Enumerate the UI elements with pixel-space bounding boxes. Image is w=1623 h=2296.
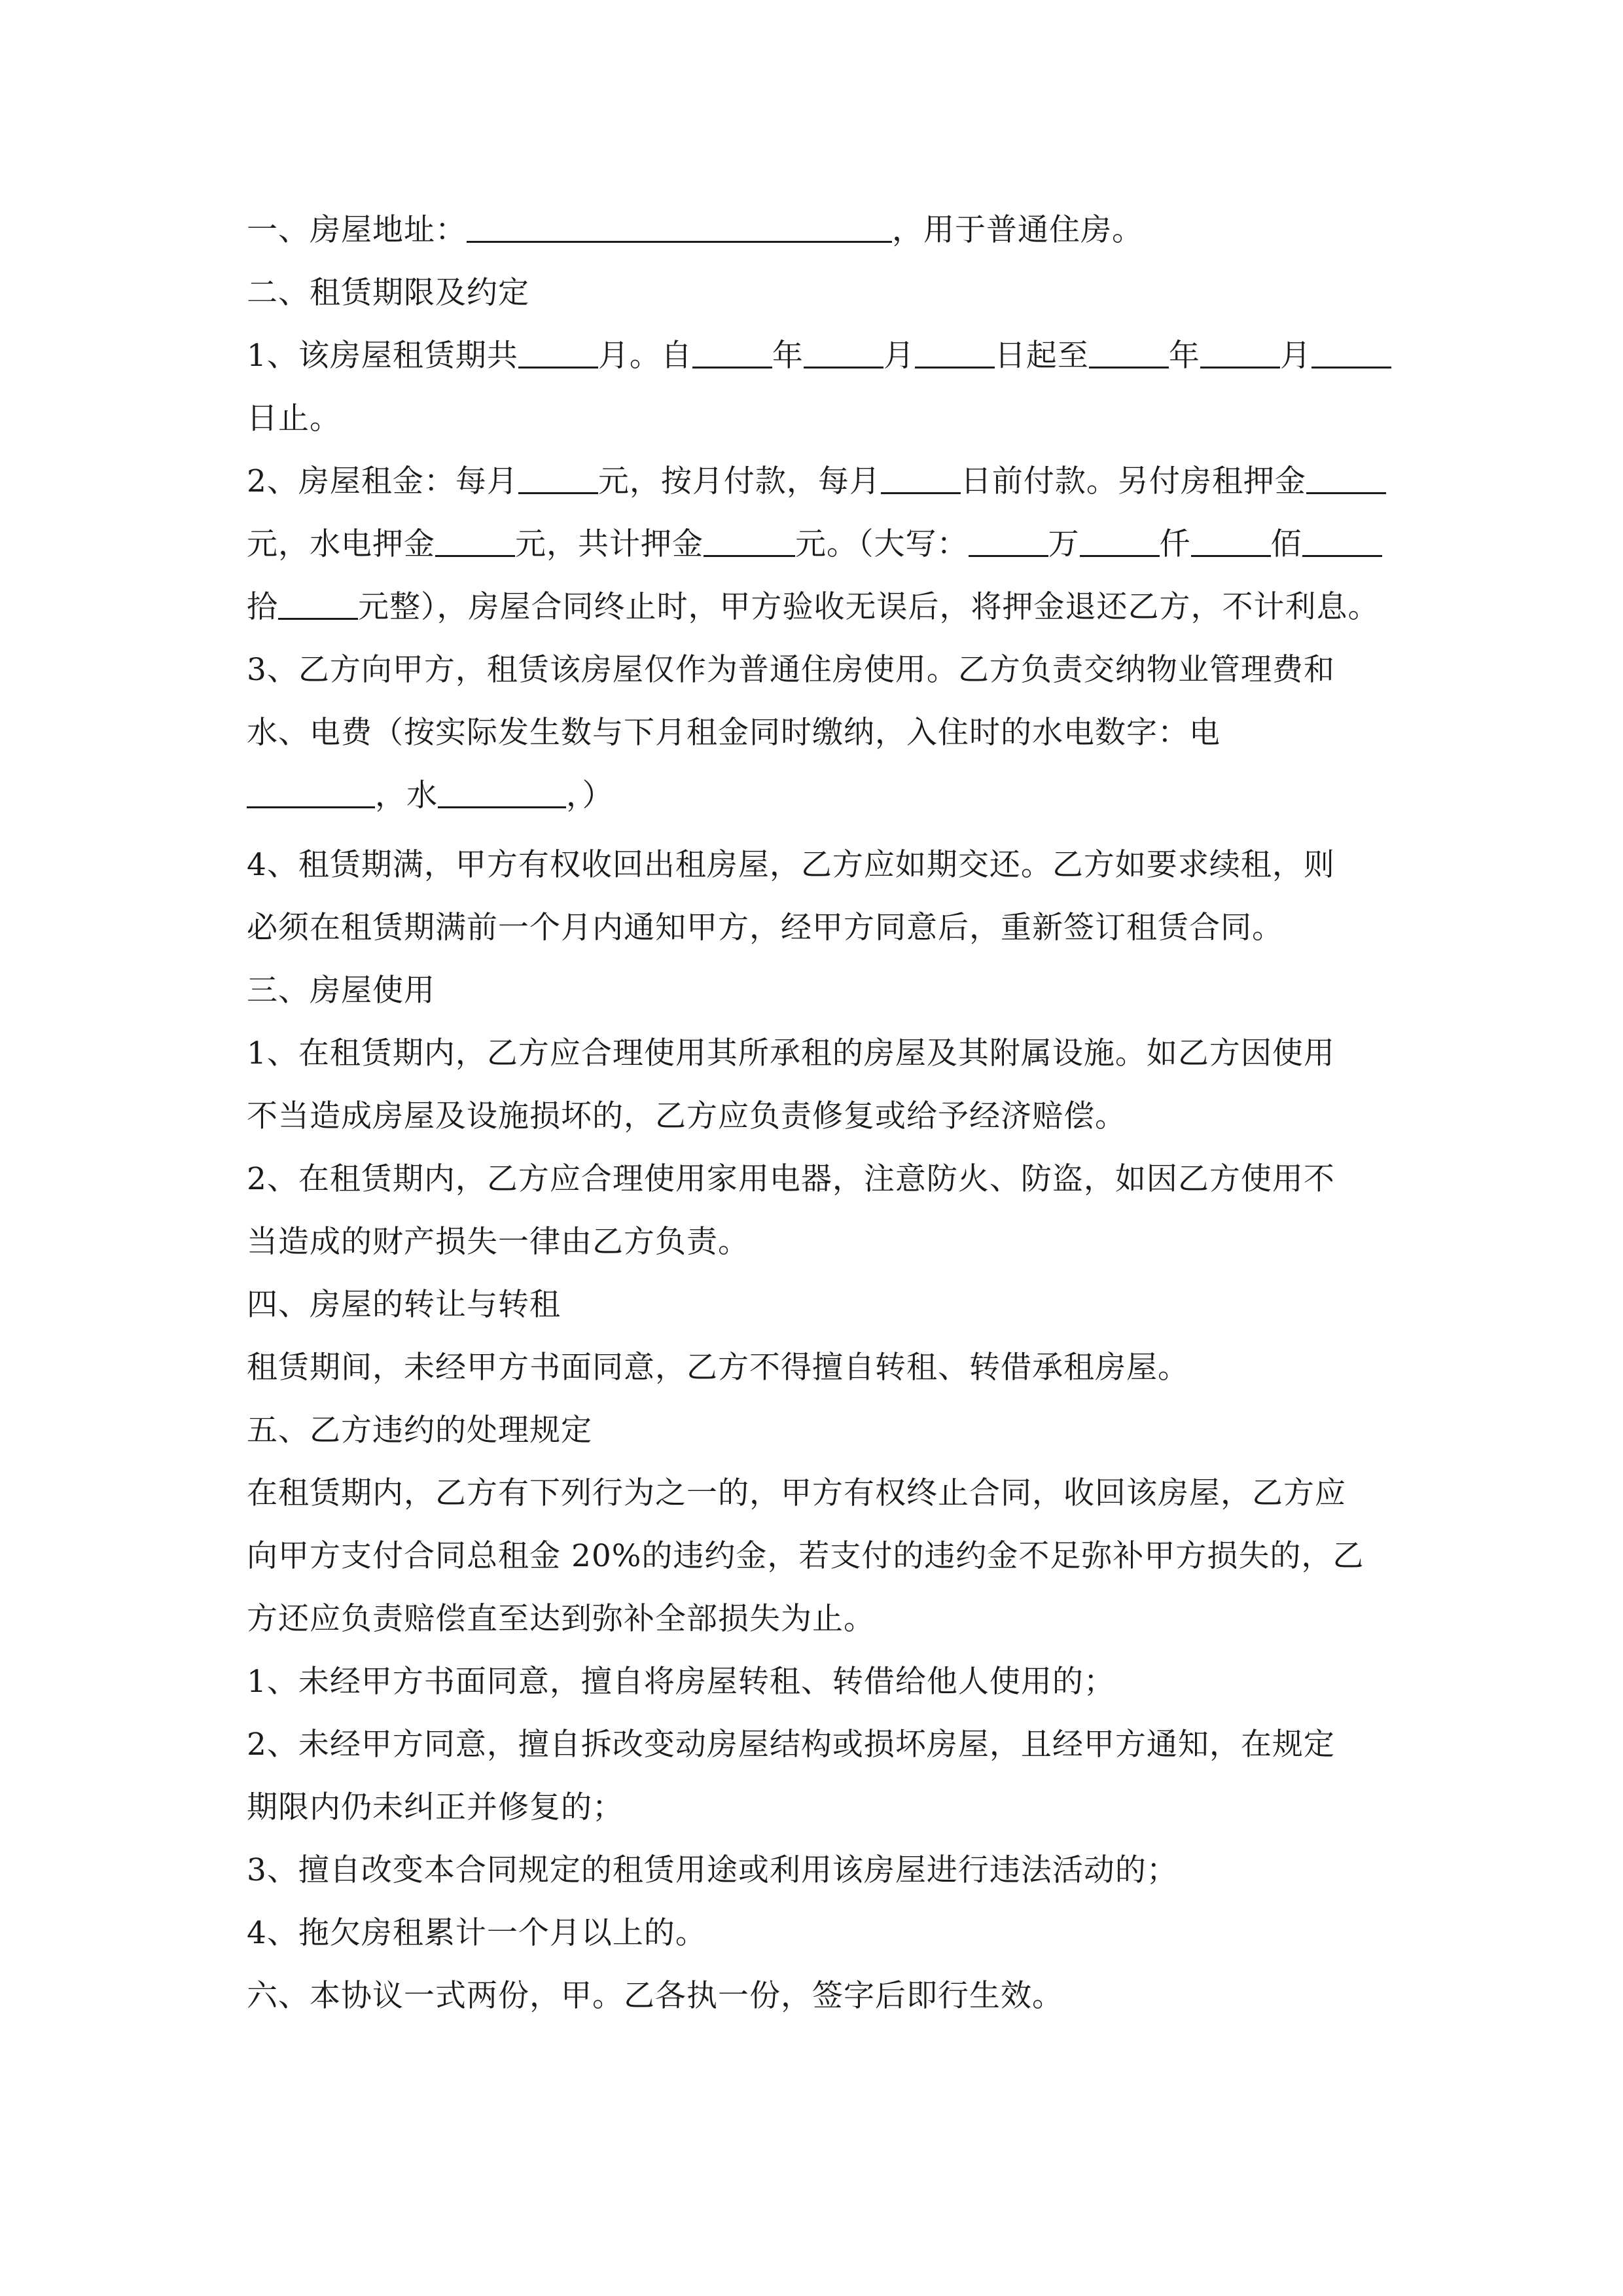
clause-4-line-2: 必须在租赁期满前一个月内通知甲方，经甲方同意后，重新签订租赁合同。 [247,910,1283,946]
section-heading-2: 二、租赁期限及约定 [247,275,529,311]
clause-3-line-2: 水、电费（按实际发生数与下月租金同时缴纳，入住时的水电数字：电 [247,715,1221,751]
monthly-rent-blank[interactable] [518,463,598,494]
breach-item-1: 1、未经甲方书面同意，擅自将房屋转租、转借给他人使用的； [247,1664,1115,1700]
clause-lease-term-end: 日止。 [247,401,341,437]
clause-4-line-1: 4、租赁期满，甲方有权收回出租房屋，乙方应如期交还。乙方如要求续租，则 [247,847,1335,883]
use-clause-2-line-2: 当造成的财产损失一律由乙方负责。 [247,1224,749,1260]
wan-blank[interactable] [969,526,1048,557]
section-heading-6: 六、本协议一式两份，甲。乙各执一份，签字后即行生效。 [247,1978,1063,2014]
breach-intro-line-1: 在租赁期内，乙方有下列行为之一的，甲方有权终止合同，收回该房屋，乙方应 [247,1475,1346,1511]
breach-intro-line-3: 方还应负责赔偿直至达到弥补全部损失为止。 [247,1601,875,1637]
breach-item-4: 4、拖欠房租累计一个月以上的。 [247,1915,707,1951]
sublet-clause: 租赁期间，未经甲方书面同意，乙方不得擅自转租、转借承租房屋。 [247,1350,1189,1386]
end-year-blank[interactable] [1089,338,1169,368]
section-heading-3: 三、房屋使用 [247,973,435,1009]
clause-lease-term: 1、该房屋租赁期共 月。自 年 月 日起至 年 月 [247,336,1376,376]
start-month-blank[interactable] [804,338,883,368]
start-year-blank[interactable] [692,338,772,368]
clause-rent: 2、房屋租金：每月 元，按月付款，每月 日前付款。另付房租押金 [247,462,1376,501]
end-month-blank[interactable] [1200,338,1280,368]
utility-deposit-blank[interactable] [435,526,515,557]
address-blank[interactable] [467,212,892,243]
clause-meter-readings: ，水 ，） [247,776,1376,816]
use-clause-2-line-1: 2、在租赁期内，乙方应合理使用家用电器，注意防火、防盗，如因乙方使用不 [247,1161,1335,1197]
rent-deposit-blank[interactable] [1306,463,1386,494]
water-reading-blank[interactable] [438,778,566,808]
clause-deposits: 元，水电押金 元，共计押金 元。（大写： 万 仟 佰 [247,525,1376,564]
pay-day-blank[interactable] [881,463,961,494]
end-day-blank[interactable] [1311,338,1391,368]
start-day-blank[interactable] [915,338,995,368]
section-heading-5: 五、乙方违约的处理规定 [247,1412,592,1448]
clause-address: 一、房屋地址： ，用于普通住房。 [247,212,1143,248]
breach-item-2-line-2: 期限内仍未纠正并修复的； [247,1789,624,1825]
breach-item-3: 3、擅自改变本合同规定的租赁用途或利用该房屋进行违法活动的； [247,1852,1178,1888]
shi-blank[interactable] [1302,526,1382,557]
clause-deposit-refund: 拾 元整），房屋合同终止时，甲方验收无误后，将押金退还乙方，不计利息。 [247,589,1380,625]
term-months-blank[interactable] [518,338,598,368]
clause-3-line-1: 3、乙方向甲方，租赁该房屋仅作为普通住房使用。乙方负责交纳物业管理费和 [247,652,1335,688]
qian-blank[interactable] [1080,526,1160,557]
bai-blank[interactable] [1191,526,1271,557]
total-deposit-blank[interactable] [704,526,795,557]
breach-intro-line-2: 向甲方支付合同总租金 20%的违约金，若支付的违约金不足弥补甲方损失的，乙 [247,1538,1364,1574]
yuan-blank[interactable] [278,589,358,620]
use-clause-1-line-1: 1、在租赁期内，乙方应合理使用其所承租的房屋及其附属设施。如乙方因使用 [247,1035,1335,1071]
breach-item-2-line-1: 2、未经甲方同意，擅自拆改变动房屋结构或损坏房屋，且经甲方通知，在规定 [247,1727,1335,1763]
use-clause-1-line-2: 不当造成房屋及设施损坏的，乙方应负责修复或给予经济赔偿。 [247,1098,1126,1134]
electricity-reading-blank[interactable] [247,778,375,808]
section-heading-4: 四、房屋的转让与转租 [247,1287,561,1323]
